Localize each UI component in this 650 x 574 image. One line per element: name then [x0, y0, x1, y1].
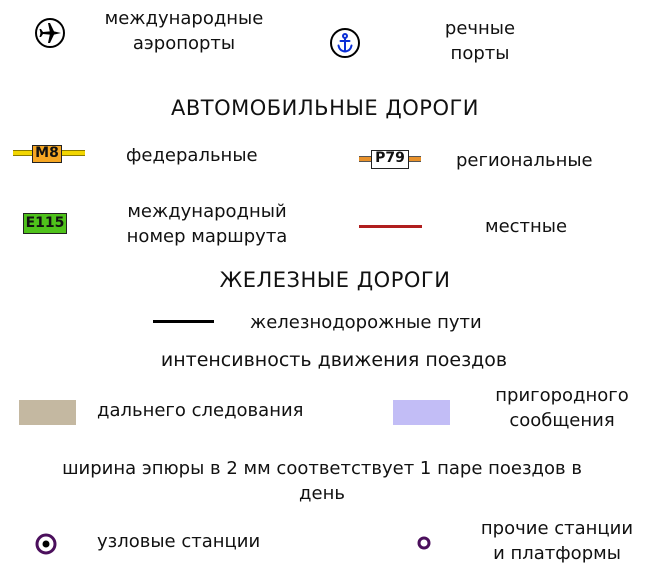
suburban-swatch — [393, 400, 450, 425]
international-route-label-line1: международный — [127, 201, 287, 222]
river-ports-label — [410, 16, 550, 66]
other-station-label-line1: прочие станции — [480, 518, 634, 539]
other-station-label-line2: и платформы — [493, 543, 621, 564]
suburban-label — [474, 383, 650, 433]
river-ports-label-line1: речные — [444, 18, 516, 39]
intensity-heading: интенсивность движения поездов — [160, 349, 508, 371]
junction-station-icon — [35, 533, 57, 555]
international-route-badge: E115 — [23, 213, 67, 234]
width-note-line2: день — [299, 483, 345, 504]
airports-label-line2: аэропорты — [132, 33, 236, 54]
local-road-label: местные — [485, 216, 568, 237]
long-distance-swatch — [19, 400, 76, 425]
railway-track-label: железнодорожные пути — [250, 312, 482, 333]
junction-station-label: узловые станции — [97, 531, 261, 552]
long-distance-label: дальнего следования — [97, 400, 304, 421]
federal-road-label: федеральные — [126, 145, 258, 166]
regional-road-label: региональные — [456, 150, 593, 171]
airports-label-line1: международные — [104, 8, 264, 29]
international-route-label-line2: номер маршрута — [126, 226, 288, 247]
anchor-icon — [329, 27, 361, 59]
railways-heading: ЖЕЛЕЗНЫЕ ДОРОГИ — [219, 268, 451, 292]
airport-icon — [34, 17, 66, 49]
airports-label — [88, 6, 280, 56]
suburban-label-line2: сообщения — [509, 410, 615, 431]
suburban-label-line1: пригородного — [495, 385, 629, 406]
river-ports-label-line2: порты — [450, 43, 510, 64]
other-station-label — [468, 516, 646, 566]
local-road-line — [359, 225, 422, 228]
width-note-line1: ширина эпюры в 2 мм соответствует 1 паре поездов в — [62, 458, 582, 479]
federal-road-badge: M8 — [32, 145, 62, 163]
width-note — [0, 456, 644, 506]
other-station-icon — [416, 535, 432, 551]
railway-track-line — [153, 320, 214, 323]
roads-heading: АВТОМОБИЛЬНЫЕ ДОРОГИ — [171, 96, 479, 120]
regional-road-badge: Р79 — [371, 150, 409, 169]
international-route-label — [110, 199, 304, 249]
